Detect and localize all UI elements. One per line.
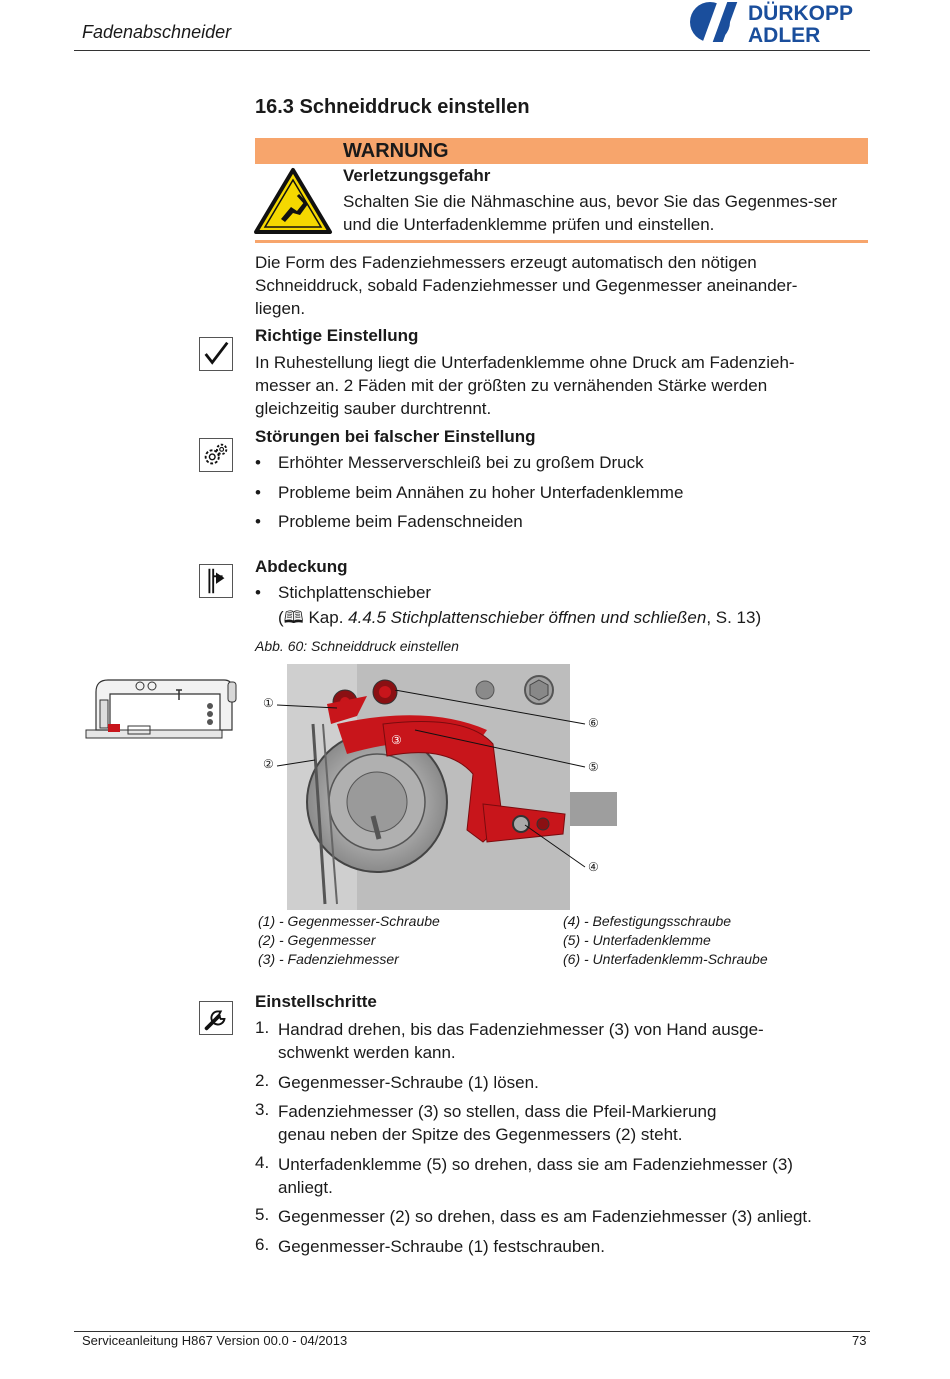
running-header: Fadenabschneider bbox=[82, 22, 232, 42]
step-line: anliegt. bbox=[278, 1178, 333, 1197]
step-line: schwenkt werden kann. bbox=[278, 1043, 456, 1062]
logo-line-1: DÜRKOPP bbox=[748, 2, 854, 25]
fault-item-3: Probleme beim Fadenschneiden bbox=[278, 512, 523, 531]
step-number: 4. bbox=[255, 1153, 270, 1172]
callout-6: ⑥ bbox=[588, 716, 599, 730]
callout-1: ① bbox=[263, 696, 274, 710]
correct-line-1: In Ruhestellung liegt die Unterfadenklemme ohne Druck am Fadenzieh- bbox=[255, 353, 795, 372]
cover-reference bbox=[278, 605, 761, 634]
wrench-icon bbox=[199, 1001, 233, 1035]
step-line: Gegenmesser-Schraube (1) festschrauben. bbox=[278, 1237, 605, 1256]
legend-item: (4) - Befestigungsschraube bbox=[563, 913, 732, 929]
callout-2: ② bbox=[263, 757, 274, 771]
section-title: 16.3 Schneiddruck einstellen bbox=[255, 96, 530, 118]
page-number: 73 bbox=[852, 1333, 867, 1348]
warning-rule bbox=[255, 240, 868, 243]
reference-link[interactable]: 4.4.5 Stichplattenschieber öffnen und schließen bbox=[348, 608, 707, 627]
step-line: Gegenmesser (2) so drehen, dass es am Fadenziehmesser (3) anliegt. bbox=[278, 1207, 812, 1226]
correct-line-2: messer an. 2 Fäden mit der größten zu vernähenden Stärke werden bbox=[255, 376, 768, 395]
warning-text: Schalten Sie die Nähmaschine aus, bevor Sie das Gegenmes-ser und die Unterfadenklemme prüfen und einstellen. bbox=[343, 192, 838, 234]
bullet-mark: • bbox=[255, 453, 261, 472]
steps-heading: Einstellschritte bbox=[255, 992, 377, 1011]
sewing-machine-overview-image bbox=[82, 672, 242, 744]
step-line: Handrad drehen, bis das Fadenziehmesser (3) von Hand ausge- bbox=[278, 1020, 764, 1039]
footer-document-title: Serviceanleitung H867 Version 00.0 - 04/2013 bbox=[82, 1333, 348, 1348]
header-rule bbox=[74, 50, 870, 51]
figure-caption: Abb. 60: Schneiddruck einstellen bbox=[255, 638, 459, 654]
cover-remove-icon bbox=[199, 564, 233, 598]
cover-heading: Abdeckung bbox=[255, 557, 348, 576]
callout-3: ③ bbox=[391, 733, 402, 747]
fault-item-2: Probleme beim Annähen zu hoher Unterfadenklemme bbox=[278, 483, 684, 502]
step-line: Unterfadenklemme (5) so drehen, dass sie am Fadenziehmesser (3) bbox=[278, 1155, 793, 1174]
step-number: 2. bbox=[255, 1071, 270, 1090]
bullet-mark: • bbox=[255, 483, 261, 502]
intro-line-1: Die Form des Fadenziehmessers erzeugt automatisch den nötigen bbox=[255, 253, 757, 272]
book-icon: 🕮 bbox=[283, 608, 304, 627]
step-5 bbox=[278, 1205, 878, 1228]
intro-line-3: liegen. bbox=[255, 299, 306, 318]
step-6 bbox=[278, 1235, 878, 1258]
reference-suffix: , S. 13) bbox=[706, 608, 762, 627]
callout-leader-lines bbox=[255, 690, 615, 880]
legend-item: (5) - Unterfadenklemme bbox=[563, 932, 711, 948]
step-number: 6. bbox=[255, 1235, 270, 1254]
bullet-mark: • bbox=[255, 583, 261, 602]
fault-item-1: Erhöhter Messerverschleiß bei zu großem Druck bbox=[278, 453, 644, 472]
correct-setting-heading: Richtige Einstellung bbox=[255, 326, 419, 345]
step-line: Gegenmesser-Schraube (1) lösen. bbox=[278, 1073, 539, 1092]
legend-right bbox=[563, 912, 768, 969]
step-number: 5. bbox=[255, 1205, 270, 1224]
logo-line-2: ADLER bbox=[748, 24, 821, 46]
legend-item: (6) - Unterfadenklemm-Schraube bbox=[563, 951, 768, 967]
legend-left bbox=[258, 912, 440, 969]
step-number: 3. bbox=[255, 1100, 270, 1119]
bullet-mark: • bbox=[255, 512, 261, 531]
intro-line-2: Schneiddruck, sobald Fadenziehmesser und Gegenmesser aneinander- bbox=[255, 276, 798, 295]
cover-item: Stichplattenschieber bbox=[278, 583, 432, 602]
warning-label: WARNUNG bbox=[343, 140, 449, 162]
checkmark-icon bbox=[199, 337, 233, 371]
footer-rule bbox=[74, 1331, 870, 1332]
step-number: 1. bbox=[255, 1018, 270, 1037]
legend-item: (2) - Gegenmesser bbox=[258, 932, 376, 948]
correct-line-3: gleichzeitig sauber durchtrennt. bbox=[255, 399, 492, 418]
step-line: Fadenziehmesser (3) so stellen, dass die Pfeil-Markierung bbox=[278, 1102, 717, 1121]
step-3 bbox=[278, 1100, 878, 1146]
callout-4: ④ bbox=[588, 860, 599, 874]
faults-heading: Störungen bei falscher Einstellung bbox=[255, 427, 536, 446]
step-2 bbox=[278, 1071, 878, 1094]
duerkopp-adler-logo bbox=[688, 0, 872, 46]
reference-kap: Kap. bbox=[303, 608, 349, 627]
warning-subtitle: Verletzungsgefahr bbox=[343, 166, 491, 185]
reference-open-paren: ( bbox=[278, 608, 284, 627]
cut-hazard-warning-icon bbox=[253, 167, 333, 235]
step-1 bbox=[278, 1018, 878, 1064]
legend-item: (3) - Fadenziehmesser bbox=[258, 951, 399, 967]
callout-5: ⑤ bbox=[588, 760, 599, 774]
step-line: genau neben der Spitze des Gegenmessers (2) steht. bbox=[278, 1125, 683, 1144]
legend-item: (1) - Gegenmesser-Schraube bbox=[258, 913, 440, 929]
step-4 bbox=[278, 1153, 878, 1199]
gears-fault-icon bbox=[199, 438, 233, 472]
